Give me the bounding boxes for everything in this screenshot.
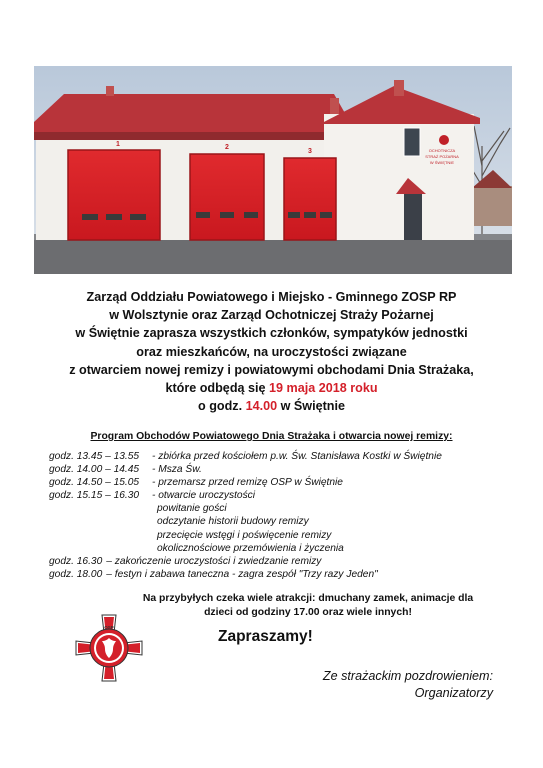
schedule-time: godz. 16.30 (49, 555, 103, 567)
program-title: Program Obchodów Powiatowego Dnia Strażaka i otwarcia nowej remizy: (90, 431, 453, 442)
event-time: 14.00 (245, 399, 278, 414)
sign-text-line-1: OCHOTNICZA (428, 148, 456, 153)
invite-heading: Zapraszamy! (218, 628, 313, 645)
schedule-row (49, 489, 519, 502)
schedule-desc: - Msza Św. (152, 464, 202, 476)
fire-brigade-emblem-icon (74, 613, 144, 683)
schedule-desc: – zakończenie uroczystości i zwiedzanie remizy (106, 555, 322, 567)
schedule-desc: - zbiórka przed kościołem p.w. Św. Stanisława Kostki w Świętnie (152, 451, 442, 462)
emblem-initials: OSP (104, 625, 114, 630)
invitation-line-3: w Świętnie zaprasza wszystkich członków, sympatyków jednostki (75, 326, 468, 341)
schedule-row (49, 463, 519, 476)
invitation-text (20, 288, 523, 415)
signature: Organizatorzy (414, 686, 493, 700)
schedule-row (49, 555, 519, 568)
sign-text-line-3: W ŚWIĘTNIE (429, 160, 455, 165)
schedule-time: godz. 15.15 – 16.30 (49, 490, 140, 502)
schedule-subitem: przecięcie wstęgi i poświęcenie remizy (157, 529, 332, 541)
schedule-time: godz. 14.00 – 14.45 (49, 464, 140, 476)
door-number-3: 3 (308, 148, 312, 155)
schedule-desc: - otwarcie uroczystości (152, 490, 256, 502)
door-number-2: 2 (225, 144, 229, 151)
invitation-line-7: o godz. 14.00 w Świętnie (198, 399, 345, 414)
schedule-row (49, 450, 519, 463)
event-date: 19 maja 2018 roku (269, 381, 378, 396)
schedule-subitem: powitanie gości (157, 503, 227, 515)
invitation-line-6: które odbędą się 19 maja 2018 roku (165, 381, 378, 396)
schedule-desc: – festyn i zabawa taneczna - zagra zespół "Trzy razy Jeden" (106, 568, 378, 580)
schedule-subitem: okolicznościowe przemówienia i życzenia (157, 542, 344, 554)
garage-door-3 (284, 158, 336, 240)
schedule-row (49, 476, 519, 489)
greeting-line: Ze strażackim pozdrowieniem: (322, 669, 493, 683)
schedule-time: godz. 18.00 (49, 568, 103, 580)
schedule-time: godz. 13.45 – 13.55 (49, 451, 140, 462)
schedule-subitem: odczytanie historii budowy remizy (157, 516, 309, 528)
invitation-line-2: w Wolsztynie oraz Zarząd Ochotniczej Straży Pożarnej (109, 308, 434, 323)
fire-station-photo (34, 66, 512, 274)
schedule-desc: - przemarsz przed remizę OSP w Świętnie (152, 477, 343, 489)
door-number-1: 1 (116, 141, 120, 148)
attractions-note: Na przybyłych czeka wiele atrakcji: dmuchany zamek, animacje dla dzieci od godziny 17.00 oraz wiele innych! (142, 593, 474, 618)
schedule-row (49, 568, 519, 581)
closing-greeting (323, 668, 493, 702)
invitation-line-4: oraz mieszkańców, na uroczystości związane (136, 344, 407, 359)
garage-door-1 (68, 150, 160, 240)
schedule-time: godz. 14.50 – 15.05 (49, 477, 140, 489)
program-schedule (49, 450, 519, 581)
sign-text-line-2: STRAŻ POŻARNA (425, 154, 459, 159)
invitation-line-5: z otwarciem nowej remizy i powiatowymi obchodami Dnia Strażaka, (69, 362, 474, 377)
invitation-line-1: Zarząd Oddziału Powiatowego i Miejsko - Gminnego ZOSP RP (86, 290, 457, 304)
garage-door-2 (190, 154, 264, 240)
